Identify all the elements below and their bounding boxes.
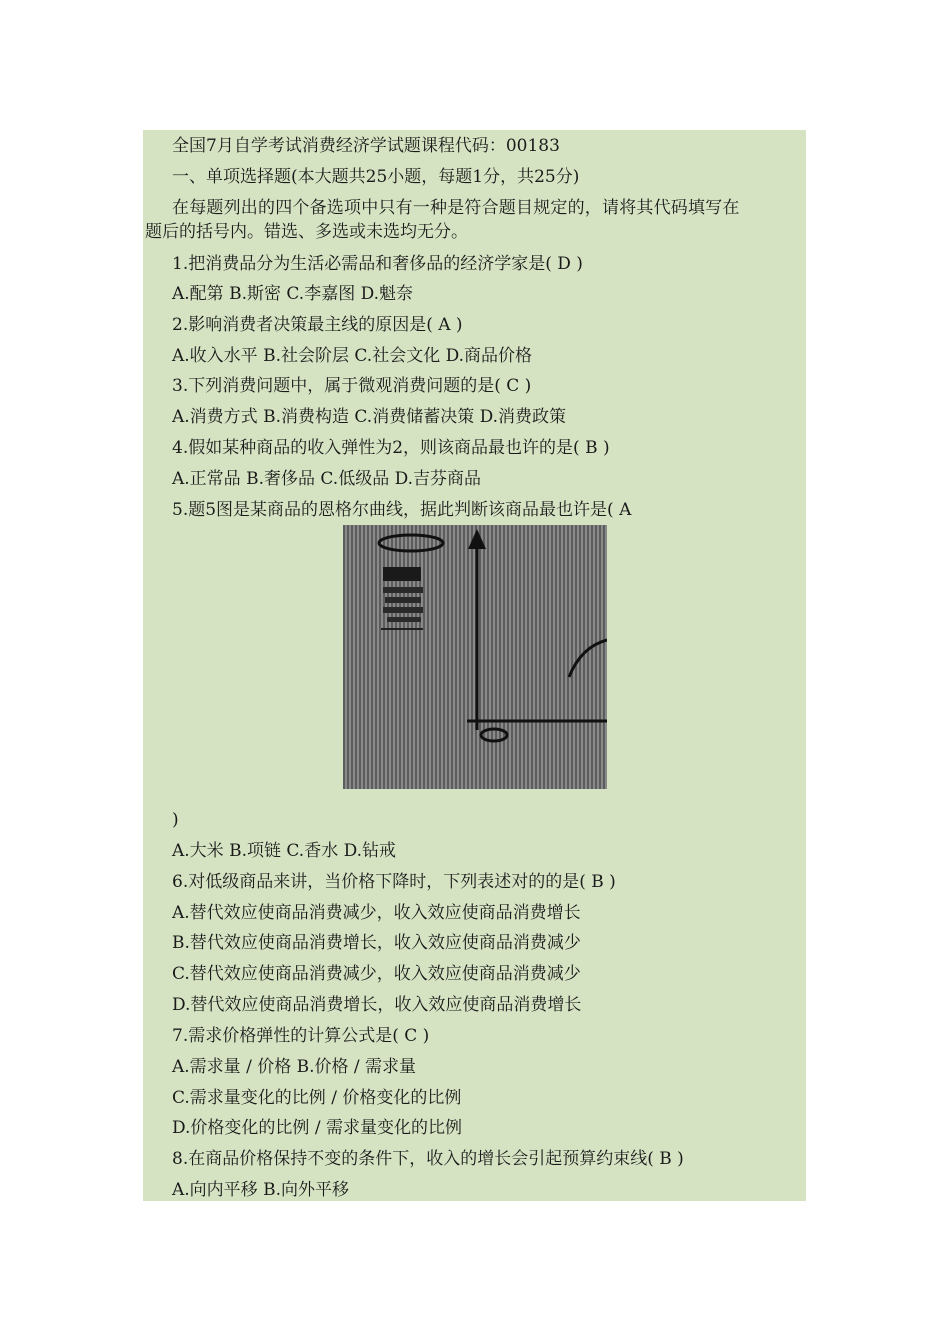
question-6-option-c: C.替代效应使商品消费减少，收入效应使商品消费减少 [172,964,581,984]
instructions-line-2: 题后的括号内。错选、多选或未选均无分。 [145,222,468,242]
exam-title: 全国7月自学考试消费经济学试题课程代码：00183 [172,136,560,156]
question-4: 4.假如某种商品的收入弹性为2，则该商品最也许的是( B ) [172,438,610,458]
engel-curve-graphic [343,525,607,789]
question-7-options-ab: A.需求量 / 价格 B.价格 / 需求量 [172,1057,417,1077]
origin-mark [481,729,507,741]
question-3-options: A.消费方式 B.消费构造 C.消费储蓄决策 D.消费政策 [172,407,567,427]
question-7: 7.需求价格弹性的计算公式是( C ) [172,1026,430,1046]
instructions-line-1: 在每题列出的四个备选项中只有一种是符合题目规定的，请将其代码填写在 [172,198,740,218]
question-6-option-b: B.替代效应使商品消费增长，收入效应使商品消费减少 [172,933,581,953]
question-1-options: A.配第 B.斯密 C.李嘉图 D.魁奈 [172,284,414,304]
question-5-options: A.大米 B.项链 C.香水 D.钻戒 [172,841,397,861]
question-6: 6.对低级商品来讲，当价格下降时，下列表述对的的是( B ) [172,872,616,892]
question-7-option-c: C.需求量变化的比例 / 价格变化的比例 [172,1088,462,1108]
question-6-option-a: A.替代效应使商品消费减少，收入效应使商品消费增长 [172,903,581,923]
engel-curve-figure [343,525,607,789]
question-5: 5.题5图是某商品的恩格尔曲线，据此判断该商品最也许是( A [172,500,632,520]
y-axis-arrow [468,529,486,549]
question-5-closing-bracket: ) [172,810,179,830]
question-6-option-d: D.替代效应使商品消费增长，收入效应使商品消费增长 [172,995,582,1015]
question-2-options: A.收入水平 B.社会阶层 C.社会文化 D.商品价格 [172,346,533,366]
section-heading: 一、单项选择题(本大题共25小题，每题1分，共25分) [172,167,580,187]
smudged-axis-label [381,567,423,629]
top-scan-mark [379,535,443,551]
question-7-option-d: D.价格变化的比例 / 需求量变化的比例 [172,1118,462,1138]
question-1: 1.把消费品分为生活必需品和奢侈品的经济学家是( D ) [172,254,583,274]
question-8: 8.在商品价格保持不变的条件下，收入的增长会引起预算约束线( B ) [172,1149,684,1169]
engel-curve [569,640,607,677]
question-8-options: A.向内平移 B.向外平移 [172,1180,349,1200]
question-2: 2.影响消费者决策最主线的原因是( A ) [172,315,463,335]
question-3: 3.下列消费问题中，属于微观消费问题的是( C ) [172,376,532,396]
question-4-options: A.正常品 B.奢侈品 C.低级品 D.吉芬商品 [172,469,482,489]
